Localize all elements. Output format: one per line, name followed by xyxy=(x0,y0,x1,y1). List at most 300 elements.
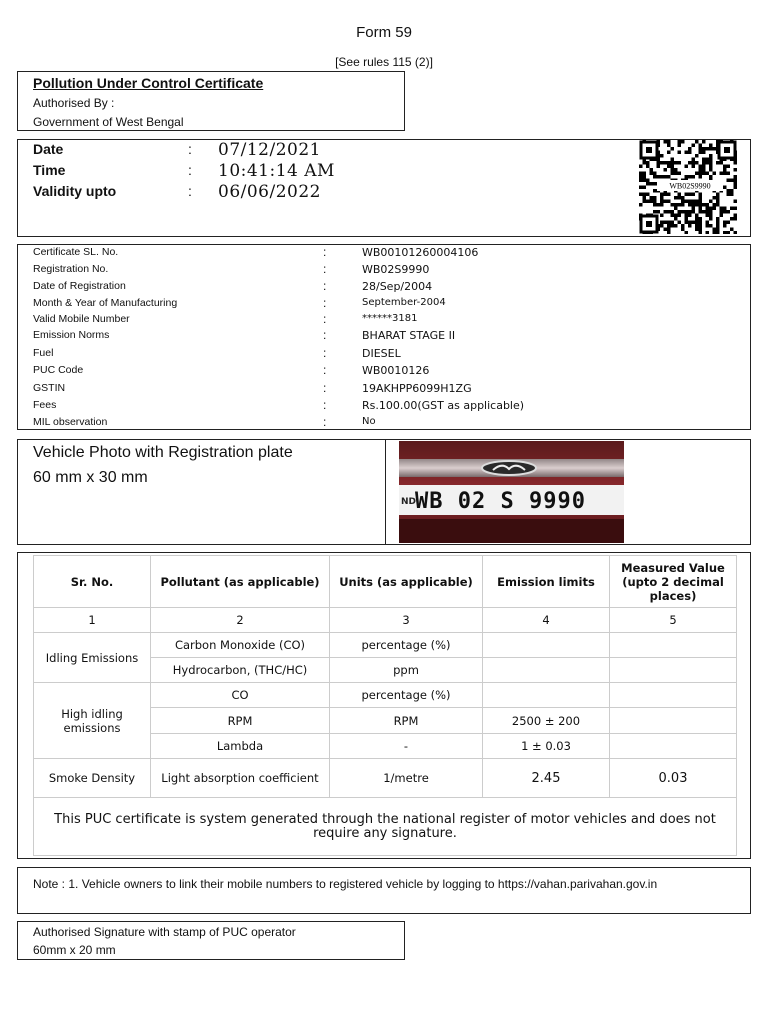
vehicle-details xyxy=(17,244,751,430)
qr-module xyxy=(709,165,713,169)
qr-module xyxy=(699,196,703,200)
header-measured-value: Measured Value (upto 2 decimal places) xyxy=(610,556,737,608)
qr-module xyxy=(653,175,657,179)
qr-module xyxy=(681,210,685,214)
limit-rpm: 2500 ± 200 xyxy=(483,708,610,734)
note-section xyxy=(17,867,751,914)
qr-module xyxy=(716,203,720,207)
qr-module xyxy=(699,200,703,204)
qr-module xyxy=(657,210,661,214)
measured-smoke: 0.03 xyxy=(610,759,737,798)
qr-module xyxy=(674,168,678,172)
detail-colon: : xyxy=(323,245,327,259)
qr-module xyxy=(702,165,706,169)
qr-module xyxy=(699,221,703,225)
qr-module xyxy=(727,189,731,193)
qr-module xyxy=(692,203,696,207)
authorised-by-label: Authorised By : xyxy=(33,96,115,110)
qr-module xyxy=(713,172,717,176)
qr-module xyxy=(727,179,731,183)
qr-module xyxy=(727,210,731,214)
photo-size: 60 mm x 30 mm xyxy=(33,469,148,486)
qr-module xyxy=(692,200,696,204)
plate-number: WB 02 S 9990 xyxy=(415,489,586,514)
qr-module xyxy=(671,172,675,176)
qr-module xyxy=(681,140,685,144)
qr-module xyxy=(685,193,689,197)
pollutant-smoke: Light absorption coefficient xyxy=(151,759,330,798)
qr-module xyxy=(688,203,692,207)
qr-module xyxy=(688,221,692,225)
qr-module xyxy=(695,203,699,207)
qr-module xyxy=(653,182,657,186)
qr-module xyxy=(667,210,671,214)
qr-module xyxy=(723,186,727,190)
qr-module xyxy=(685,231,689,234)
qr-module xyxy=(713,228,717,232)
detail-colon: : xyxy=(323,363,327,377)
pollutant-rpm: RPM xyxy=(151,708,330,734)
qr-label: WB02S9990 xyxy=(669,181,711,191)
qr-module xyxy=(723,210,727,214)
detail-row xyxy=(18,415,750,432)
certificate-title: Pollution Under Control Certificate xyxy=(33,75,264,91)
qr-module xyxy=(664,210,668,214)
qr-module xyxy=(678,221,682,225)
detail-value: WB0010126 xyxy=(362,364,430,377)
qr-module xyxy=(713,231,717,234)
qr-module xyxy=(674,214,678,218)
qr-module xyxy=(734,207,738,211)
qr-module xyxy=(713,147,717,151)
qr-module xyxy=(692,210,696,214)
qr-module xyxy=(709,224,713,228)
qr-module xyxy=(702,158,706,162)
qr-module xyxy=(716,196,720,200)
qr-module xyxy=(667,193,671,197)
qr-module xyxy=(681,203,685,207)
measured-cell xyxy=(610,658,737,683)
vehicle-plate-photo xyxy=(399,441,624,543)
detail-colon: : xyxy=(323,346,327,360)
qr-module xyxy=(667,175,671,179)
qr-module xyxy=(699,210,703,214)
detail-value: Rs.100.00(GST as applicable) xyxy=(362,399,525,412)
validity-colon: : xyxy=(188,183,192,199)
qr-module xyxy=(688,214,692,218)
qr-module xyxy=(734,168,738,172)
qr-module xyxy=(730,189,734,193)
qr-module xyxy=(702,172,706,176)
qr-module xyxy=(730,217,734,221)
detail-colon: : xyxy=(323,262,327,276)
qr-module xyxy=(664,168,668,172)
detail-value: WB02S9990 xyxy=(362,263,430,276)
qr-module xyxy=(727,221,731,225)
detail-value: DIESEL xyxy=(362,347,401,360)
pollutant-co: Carbon Monoxide (CO) xyxy=(151,633,330,658)
qr-module xyxy=(706,203,710,207)
qr-module xyxy=(709,161,713,165)
qr-module xyxy=(685,221,689,225)
qr-module xyxy=(699,172,703,176)
detail-label: Emission Norms xyxy=(33,329,110,341)
qr-module xyxy=(699,193,703,197)
authority-name: Government of West Bengal xyxy=(33,115,184,129)
qr-module xyxy=(734,182,738,186)
detail-value: ******3181 xyxy=(362,313,418,324)
qr-module xyxy=(667,140,671,144)
date-value: 07/12/2021 xyxy=(218,140,321,160)
qr-module xyxy=(643,179,647,183)
qr-module xyxy=(639,172,643,176)
qr-module xyxy=(692,161,696,165)
qr-module xyxy=(702,151,706,155)
qr-module xyxy=(720,161,724,165)
qr-module xyxy=(720,210,724,214)
validity-value: 06/06/2022 xyxy=(218,182,321,202)
emission-table xyxy=(33,555,737,856)
qr-module xyxy=(706,210,710,214)
qr-module xyxy=(678,193,682,197)
qr-module xyxy=(671,224,675,228)
qr-module xyxy=(699,144,703,148)
limit-cell xyxy=(483,658,610,683)
col-number: 4 xyxy=(483,608,610,633)
qr-module xyxy=(692,207,696,211)
qr-module xyxy=(639,186,643,190)
detail-label: Certificate SL. No. xyxy=(33,246,119,258)
qr-module xyxy=(734,214,738,218)
photo-title: Vehicle Photo with Registration plate xyxy=(33,444,293,461)
qr-module xyxy=(646,193,650,197)
qr-module xyxy=(643,161,647,165)
qr-module xyxy=(706,161,710,165)
qr-module xyxy=(671,210,675,214)
qr-module xyxy=(702,203,706,207)
idling-emissions-label: Idling Emissions xyxy=(34,633,151,683)
qr-module xyxy=(688,147,692,151)
qr-module xyxy=(699,231,703,234)
qr-module xyxy=(667,200,671,204)
header-emission-limits: Emission limits xyxy=(483,556,610,608)
qr-module xyxy=(639,203,643,207)
rules-reference: [See rules 115 (2)] xyxy=(335,55,433,69)
qr-module xyxy=(734,217,738,221)
qr-module xyxy=(730,179,734,183)
qr-module xyxy=(734,231,738,234)
qr-module xyxy=(667,224,671,228)
qr-module xyxy=(713,207,717,211)
qr-module xyxy=(639,179,643,183)
qr-module xyxy=(678,203,682,207)
qr-module xyxy=(657,165,661,169)
qr-module xyxy=(681,228,685,232)
qr-module xyxy=(657,161,661,165)
detail-row xyxy=(18,381,750,398)
qr-module xyxy=(706,214,710,218)
detail-colon: : xyxy=(323,312,327,326)
unit-lambda: - xyxy=(330,734,483,759)
qr-module xyxy=(646,179,650,183)
qr-module xyxy=(639,193,643,197)
qr-module xyxy=(664,161,668,165)
detail-label: Registration No. xyxy=(33,263,109,275)
detail-label: GSTIN xyxy=(33,382,66,394)
qr-module xyxy=(653,203,657,207)
time-colon: : xyxy=(188,162,192,178)
qr-module xyxy=(695,221,699,225)
qr-module xyxy=(723,224,727,228)
qr-module xyxy=(699,203,703,207)
qr-module xyxy=(709,147,713,151)
detail-row xyxy=(18,398,750,415)
limit-smoke: 2.45 xyxy=(483,759,610,798)
detail-row xyxy=(18,262,750,279)
qr-module xyxy=(674,224,678,228)
qr-module xyxy=(639,175,643,179)
qr-module xyxy=(646,200,650,204)
qr-module xyxy=(653,200,657,204)
qr-module xyxy=(643,196,647,200)
qr-module xyxy=(734,175,738,179)
qr-module xyxy=(723,207,727,211)
qr-module xyxy=(685,214,689,218)
qr-module xyxy=(695,217,699,221)
qr-module xyxy=(671,165,675,169)
qr-module xyxy=(734,179,738,183)
qr-module xyxy=(706,172,710,176)
qr-module xyxy=(643,175,647,179)
qr-module xyxy=(702,210,706,214)
qr-module xyxy=(716,200,720,204)
qr-module xyxy=(664,228,668,232)
qr-module xyxy=(692,144,696,148)
qr-module xyxy=(660,154,664,158)
detail-row xyxy=(18,346,750,363)
qr-module xyxy=(681,224,685,228)
qr-module xyxy=(695,161,699,165)
qr-module xyxy=(723,231,727,234)
detail-row xyxy=(18,279,750,296)
qr-module xyxy=(709,154,713,158)
emission-section xyxy=(17,552,751,859)
detail-colon: : xyxy=(323,296,327,310)
unit-hi-co: percentage (%) xyxy=(330,683,483,708)
detail-row xyxy=(18,245,750,262)
qr-module xyxy=(660,175,664,179)
qr-module xyxy=(671,203,675,207)
qr-module xyxy=(716,217,720,221)
col-number: 3 xyxy=(330,608,483,633)
qr-module xyxy=(734,161,738,165)
qr-module xyxy=(650,182,654,186)
qr-module xyxy=(713,196,717,200)
qr-module xyxy=(650,168,654,172)
date-label: Date xyxy=(33,141,64,157)
qr-module xyxy=(699,168,703,172)
qr-module xyxy=(702,168,706,172)
qr-module xyxy=(716,193,720,197)
qr-module xyxy=(643,193,647,197)
qr-module xyxy=(678,214,682,218)
qr-module xyxy=(678,140,682,144)
certificate-header xyxy=(17,71,405,131)
measured-cell xyxy=(610,633,737,658)
qr-module xyxy=(709,200,713,204)
qr-module xyxy=(660,224,664,228)
detail-value: 19AKHPP6099H1ZG xyxy=(362,382,472,395)
qr-module xyxy=(709,214,713,218)
qr-module xyxy=(660,214,664,218)
qr-module xyxy=(695,200,699,204)
qr-module xyxy=(688,161,692,165)
detail-colon: : xyxy=(323,328,327,342)
qr-module xyxy=(674,217,678,221)
qr-module xyxy=(667,221,671,225)
qr-module xyxy=(688,151,692,155)
qr-module xyxy=(706,221,710,225)
high-idling-label: High idling emissions xyxy=(34,683,151,759)
qr-module xyxy=(685,217,689,221)
vehicle-photo-section xyxy=(17,439,751,545)
qr-module xyxy=(734,186,738,190)
qr-module xyxy=(681,200,685,204)
qr-module xyxy=(688,200,692,204)
qr-module xyxy=(695,154,699,158)
detail-row xyxy=(18,328,750,345)
qr-module xyxy=(643,172,647,176)
qr-module xyxy=(692,165,696,169)
qr-module xyxy=(646,161,650,165)
limit-lambda: 1 ± 0.03 xyxy=(483,734,610,759)
qr-module xyxy=(671,168,675,172)
qr-module xyxy=(709,144,713,148)
qr-module xyxy=(674,203,678,207)
qr-module xyxy=(653,172,657,176)
qr-module xyxy=(695,140,699,144)
qr-module xyxy=(664,200,668,204)
qr-module xyxy=(671,158,675,162)
detail-colon: : xyxy=(323,279,327,293)
pollutant-lambda: Lambda xyxy=(151,734,330,759)
qr-module xyxy=(734,200,738,204)
qr-module xyxy=(723,165,727,169)
detail-value: BHARAT STAGE II xyxy=(362,329,456,342)
qr-module xyxy=(678,161,682,165)
qr-module xyxy=(653,189,657,193)
qr-module xyxy=(699,217,703,221)
detail-row xyxy=(18,296,750,313)
qr-module xyxy=(706,231,710,234)
qr-module xyxy=(685,210,689,214)
qr-module xyxy=(646,165,650,169)
signature-section xyxy=(17,921,405,960)
qr-module xyxy=(723,172,727,176)
qr-module xyxy=(639,165,643,169)
divider xyxy=(385,440,386,544)
qr-module xyxy=(706,158,710,162)
plate-prefix: ND xyxy=(401,497,417,507)
qr-module xyxy=(674,196,678,200)
qr-module xyxy=(646,182,650,186)
pollutant-hc: Hydrocarbon, (THC/HC) xyxy=(151,658,330,683)
qr-module xyxy=(713,203,717,207)
qr-module xyxy=(716,231,720,234)
qr-module xyxy=(660,196,664,200)
qr-module xyxy=(674,161,678,165)
qr-module xyxy=(678,172,682,176)
form-title: Form 59 xyxy=(356,24,412,41)
qr-module xyxy=(688,224,692,228)
qr-module xyxy=(653,196,657,200)
qr-module xyxy=(709,207,713,211)
detail-label: Fees xyxy=(33,399,57,411)
qr-module xyxy=(664,140,668,144)
datetime-section xyxy=(17,139,751,237)
header-sr-no: Sr. No. xyxy=(34,556,151,608)
time-value: 10:41:14 AM xyxy=(218,161,335,181)
date-colon: : xyxy=(188,141,192,157)
qr-module xyxy=(650,196,654,200)
qr-module xyxy=(667,151,671,155)
detail-label: Valid Mobile Number xyxy=(33,313,130,325)
qr-module xyxy=(678,151,682,155)
qr-module xyxy=(730,207,734,211)
qr-module xyxy=(709,158,713,162)
qr-module xyxy=(667,231,671,234)
qr-module xyxy=(716,228,720,232)
smoke-density-label: Smoke Density xyxy=(34,759,151,798)
qr-module xyxy=(716,221,720,225)
qr-module xyxy=(678,144,682,148)
qr-code xyxy=(639,140,737,234)
qr-module xyxy=(699,151,703,155)
qr-module xyxy=(709,168,713,172)
qr-module xyxy=(660,200,664,204)
qr-module xyxy=(660,221,664,225)
limit-cell xyxy=(483,633,610,658)
unit-hc: ppm xyxy=(330,658,483,683)
qr-module xyxy=(678,196,682,200)
qr-module xyxy=(667,228,671,232)
detail-colon: : xyxy=(323,381,327,395)
unit-co: percentage (%) xyxy=(330,633,483,658)
qr-module xyxy=(699,228,703,232)
detail-row xyxy=(18,312,750,329)
col-number: 5 xyxy=(610,608,737,633)
qr-module xyxy=(699,207,703,211)
qr-module xyxy=(643,200,647,204)
qr-module xyxy=(706,207,710,211)
qr-module xyxy=(671,221,675,225)
unit-rpm: RPM xyxy=(330,708,483,734)
system-generated-note: This PUC certificate is system generated through the national register of motor vehicles and does not require any signature. xyxy=(34,798,737,856)
qr-module xyxy=(657,203,661,207)
qr-module xyxy=(692,221,696,225)
qr-module xyxy=(723,168,727,172)
qr-module xyxy=(727,172,731,176)
qr-module xyxy=(671,161,675,165)
qr-module xyxy=(660,203,664,207)
qr-module xyxy=(685,175,689,179)
detail-label: Month & Year of Manufacturing xyxy=(33,297,178,309)
qr-module xyxy=(720,207,724,211)
validity-label: Validity upto xyxy=(33,183,117,199)
qr-module xyxy=(650,200,654,204)
qr-module xyxy=(667,144,671,148)
qr-module xyxy=(730,228,734,232)
